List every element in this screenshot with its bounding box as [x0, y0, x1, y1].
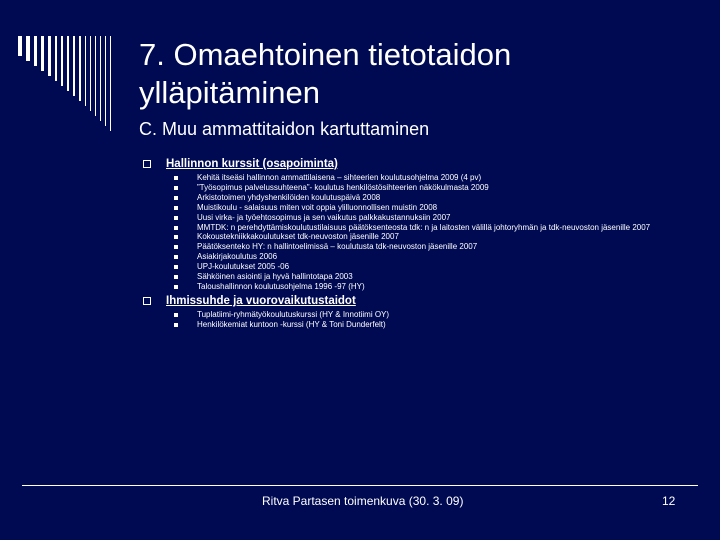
decorative-stripe	[110, 36, 111, 131]
decorative-stripe	[67, 36, 69, 91]
list-item: Arkistotoimen yhdyshenkilöiden koulutuspäivä 2008	[143, 193, 668, 203]
square-bullet-icon	[174, 285, 178, 289]
list-item: Taloushallinnon koulutusohjelma 1996 -97 (HY)	[143, 282, 668, 292]
list-item: Uusi virka- ja työehtosopimus ja sen vaikutus palkkakustannuksiin 2007	[143, 213, 668, 223]
decorative-stripe	[79, 36, 81, 101]
hollow-square-bullet-icon	[143, 160, 151, 168]
slide-title: 7. Omaehtoinen tietotaidon ylläpitäminen	[139, 37, 512, 110]
decorative-stripe	[18, 36, 22, 56]
list-item: Kehitä itseäsi hallinnon ammattilaisena – sihteerien koulutusohjelma 2009 (4 pv)	[143, 173, 668, 183]
square-bullet-icon	[174, 176, 178, 180]
square-bullet-icon	[174, 186, 178, 190]
page-number: 12	[662, 494, 676, 508]
decorative-stripe	[34, 36, 37, 66]
decorative-stripe	[90, 36, 91, 111]
footer-divider	[22, 485, 698, 486]
square-bullet-icon	[174, 313, 178, 317]
decorative-stripes	[18, 36, 134, 134]
decorative-stripe	[48, 36, 51, 76]
square-bullet-icon	[174, 323, 178, 327]
list-item: Kokoustekniikkakoulutukset tdk-neuvoston jäsenille 2007	[143, 232, 668, 242]
section-heading: Hallinnon kurssit (osapoiminta)	[143, 157, 668, 171]
list-item: Päätöksenteko HY: n hallintoelimissä – koulutusta tdk-neuvoston jäsenille 2007	[143, 242, 668, 252]
list-item: Tuplatiimi-ryhmätyökoulutuskurssi (HY & Innotiimi OY)	[143, 310, 668, 320]
square-bullet-icon	[174, 235, 178, 239]
list-item: Muistikoulu - salaisuus miten voit oppia ylilluonnollisen muistin 2008	[143, 203, 668, 213]
admin-course-list	[143, 173, 668, 292]
square-bullet-icon	[174, 206, 178, 210]
square-bullet-icon	[174, 245, 178, 249]
section-interpersonal-skills	[143, 294, 668, 330]
section-admin-courses	[143, 157, 668, 292]
square-bullet-icon	[174, 196, 178, 200]
decorative-stripe	[105, 36, 106, 126]
decorative-stripe	[85, 36, 86, 106]
decorative-stripe	[95, 36, 96, 116]
decorative-stripe	[26, 36, 30, 61]
decorative-stripe	[73, 36, 75, 96]
footer-text: Ritva Partasen toimenkuva (30. 3. 09)	[262, 494, 464, 508]
square-bullet-icon	[174, 216, 178, 220]
square-bullet-icon	[174, 226, 178, 230]
list-item: Sähköinen asiointi ja hyvä hallintotapa 2003	[143, 272, 668, 282]
decorative-stripe	[61, 36, 63, 86]
list-item: UPJ-koulutukset 2005 -06	[143, 262, 668, 272]
section-heading: Ihmissuhde ja vuorovaikutustaidot	[143, 294, 668, 308]
slide-subtitle: C. Muu ammattitaidon kartuttaminen	[139, 119, 430, 139]
list-item: MMTDK: n perehdyttämiskoulutustilaisuus päätöksenteosta tdk: n ja laitosten välillä johtoryhmän ja tdk-neuvoston jäsenille 2007	[143, 223, 668, 233]
slide-content	[143, 157, 668, 332]
square-bullet-icon	[174, 255, 178, 259]
list-item: Henkilökemiat kuntoon -kurssi (HY & Toni Dunderfelt)	[143, 320, 668, 330]
list-item: Asiakirjakoulutus 2006	[143, 252, 668, 262]
decorative-stripe	[100, 36, 101, 121]
decorative-stripe	[55, 36, 57, 81]
square-bullet-icon	[174, 275, 178, 279]
square-bullet-icon	[174, 265, 178, 269]
decorative-stripe	[41, 36, 44, 71]
list-item: ”Työsopimus palvelussuhteena”- koulutus henkilöstösihteerien näkökulmasta 2009	[143, 183, 668, 193]
hollow-square-bullet-icon	[143, 297, 151, 305]
interpersonal-course-list	[143, 310, 668, 330]
